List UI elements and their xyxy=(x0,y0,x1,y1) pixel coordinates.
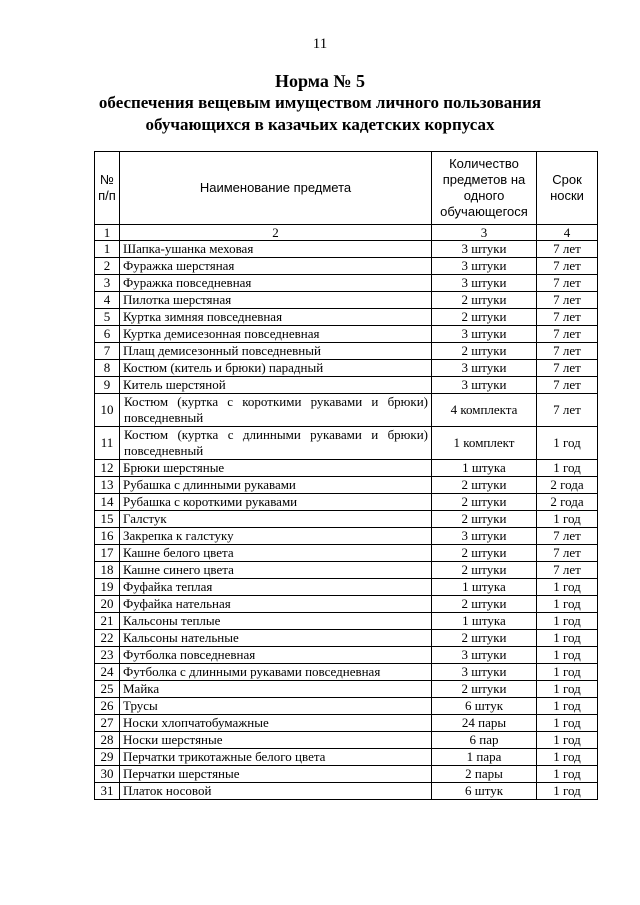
item-wear-term: 7 лет xyxy=(537,528,598,545)
table-row xyxy=(95,494,598,511)
row-number: 31 xyxy=(95,783,120,800)
item-wear-term: 1 год xyxy=(537,681,598,698)
item-name: Костюм (куртка с короткими рукавами и брюки) повседневный xyxy=(120,394,432,427)
item-name: Рубашка с длинными рукавами xyxy=(120,477,432,494)
item-wear-term: 7 лет xyxy=(537,343,598,360)
item-name: Кашне белого цвета xyxy=(120,545,432,562)
column-number: 3 xyxy=(432,225,537,241)
item-wear-term: 7 лет xyxy=(537,394,598,427)
item-quantity: 1 штука xyxy=(432,613,537,630)
item-name: Куртка зимняя повседневная xyxy=(120,309,432,326)
item-name: Перчатки шерстяные xyxy=(120,766,432,783)
row-number: 13 xyxy=(95,477,120,494)
item-name: Носки шерстяные xyxy=(120,732,432,749)
item-wear-term: 7 лет xyxy=(537,292,598,309)
item-quantity: 6 пар xyxy=(432,732,537,749)
row-number: 15 xyxy=(95,511,120,528)
item-quantity: 2 штуки xyxy=(432,562,537,579)
column-number: 4 xyxy=(537,225,598,241)
item-wear-term: 1 год xyxy=(537,766,598,783)
norm-table xyxy=(94,151,598,800)
table-row xyxy=(95,460,598,477)
item-wear-term: 1 год xyxy=(537,596,598,613)
item-quantity: 6 штук xyxy=(432,783,537,800)
item-name: Кашне синего цвета xyxy=(120,562,432,579)
item-quantity: 4 комплекта xyxy=(432,394,537,427)
item-wear-term: 7 лет xyxy=(537,377,598,394)
item-quantity: 3 штуки xyxy=(432,647,537,664)
item-wear-term: 1 год xyxy=(537,715,598,732)
item-wear-term: 1 год xyxy=(537,732,598,749)
item-quantity: 3 штуки xyxy=(432,326,537,343)
table-row xyxy=(95,545,598,562)
header-row xyxy=(95,152,598,225)
header-quantity: Количество предметов на одного обучающегося xyxy=(432,152,537,225)
row-number: 7 xyxy=(95,343,120,360)
item-name: Майка xyxy=(120,681,432,698)
item-wear-term: 2 года xyxy=(537,494,598,511)
item-wear-term: 7 лет xyxy=(537,545,598,562)
item-wear-term: 1 год xyxy=(537,698,598,715)
item-name: Перчатки трикотажные белого цвета xyxy=(120,749,432,766)
item-wear-term: 1 год xyxy=(537,511,598,528)
header-wear-term: Срок носки xyxy=(537,152,598,225)
row-number: 4 xyxy=(95,292,120,309)
item-name: Куртка демисезонная повседневная xyxy=(120,326,432,343)
row-number: 14 xyxy=(95,494,120,511)
row-number: 30 xyxy=(95,766,120,783)
item-wear-term: 1 год xyxy=(537,579,598,596)
item-wear-term: 1 год xyxy=(537,647,598,664)
row-number: 17 xyxy=(95,545,120,562)
table-row xyxy=(95,511,598,528)
item-wear-term: 7 лет xyxy=(537,326,598,343)
item-quantity: 2 штуки xyxy=(432,511,537,528)
row-number: 24 xyxy=(95,664,120,681)
row-number: 20 xyxy=(95,596,120,613)
table-body xyxy=(95,241,598,800)
table-row xyxy=(95,528,598,545)
item-name: Платок носовой xyxy=(120,783,432,800)
item-wear-term: 1 год xyxy=(537,427,598,460)
page-number: 11 xyxy=(312,36,328,52)
table-row xyxy=(95,309,598,326)
table-row xyxy=(95,579,598,596)
item-quantity: 3 штуки xyxy=(432,258,537,275)
item-wear-term: 1 год xyxy=(537,630,598,647)
item-quantity: 3 штуки xyxy=(432,360,537,377)
item-wear-term: 7 лет xyxy=(537,360,598,377)
item-name: Костюм (куртка с длинными рукавами и брюки) повседневный xyxy=(120,427,432,460)
row-number: 25 xyxy=(95,681,120,698)
item-name: Китель шерстяной xyxy=(120,377,432,394)
item-quantity: 1 комплект xyxy=(432,427,537,460)
table-row xyxy=(95,732,598,749)
item-wear-term: 1 год xyxy=(537,783,598,800)
table-row xyxy=(95,477,598,494)
row-number: 29 xyxy=(95,749,120,766)
row-number: 28 xyxy=(95,732,120,749)
item-wear-term: 1 год xyxy=(537,460,598,477)
row-number: 3 xyxy=(95,275,120,292)
row-number: 11 xyxy=(95,427,120,460)
document-subtitle-line2: обучающихся в казачьих кадетских корпусах xyxy=(145,115,495,134)
document-subtitle-line1: обеспечения вещевым имуществом личного пользования xyxy=(98,93,542,112)
row-number: 16 xyxy=(95,528,120,545)
item-name: Костюм (китель и брюки) парадный xyxy=(120,360,432,377)
header-number: № п/п xyxy=(95,152,120,225)
table-row xyxy=(95,630,598,647)
item-name: Футболка повседневная xyxy=(120,647,432,664)
item-quantity: 6 штук xyxy=(432,698,537,715)
row-number: 5 xyxy=(95,309,120,326)
item-name: Фуфайка теплая xyxy=(120,579,432,596)
item-quantity: 2 штуки xyxy=(432,681,537,698)
table-row xyxy=(95,749,598,766)
item-wear-term: 7 лет xyxy=(537,241,598,258)
item-quantity: 3 штуки xyxy=(432,241,537,258)
item-name: Плащ демисезонный повседневный xyxy=(120,343,432,360)
item-quantity: 2 штуки xyxy=(432,292,537,309)
item-name: Фуфайка нательная xyxy=(120,596,432,613)
item-name: Фуражка повседневная xyxy=(120,275,432,292)
row-number: 21 xyxy=(95,613,120,630)
table-row xyxy=(95,343,598,360)
row-number: 19 xyxy=(95,579,120,596)
item-quantity: 2 штуки xyxy=(432,309,537,326)
item-quantity: 2 штуки xyxy=(432,343,537,360)
item-quantity: 1 штука xyxy=(432,579,537,596)
table-row xyxy=(95,427,598,460)
item-name: Футболка с длинными рукавами повседневная xyxy=(120,664,432,681)
item-name: Шапка-ушанка меховая xyxy=(120,241,432,258)
item-name: Трусы xyxy=(120,698,432,715)
row-number: 18 xyxy=(95,562,120,579)
table-row xyxy=(95,613,598,630)
table-row xyxy=(95,275,598,292)
row-number: 10 xyxy=(95,394,120,427)
table-row xyxy=(95,596,598,613)
table-row xyxy=(95,394,598,427)
item-name: Носки хлопчатобумажные xyxy=(120,715,432,732)
table-row xyxy=(95,715,598,732)
item-name: Брюки шерстяные xyxy=(120,460,432,477)
item-quantity: 24 пары xyxy=(432,715,537,732)
item-quantity: 3 штуки xyxy=(432,664,537,681)
item-wear-term: 7 лет xyxy=(537,562,598,579)
item-wear-term: 7 лет xyxy=(537,275,598,292)
row-number: 1 xyxy=(95,241,120,258)
item-name: Кальсоны нательные xyxy=(120,630,432,647)
item-name: Рубашка с короткими рукавами xyxy=(120,494,432,511)
item-name: Кальсоны теплые xyxy=(120,613,432,630)
row-number: 26 xyxy=(95,698,120,715)
column-number: 2 xyxy=(120,225,432,241)
item-name: Галстук xyxy=(120,511,432,528)
table-row xyxy=(95,698,598,715)
item-wear-term: 1 год xyxy=(537,664,598,681)
item-quantity: 3 штуки xyxy=(432,275,537,292)
item-quantity: 1 штука xyxy=(432,460,537,477)
item-wear-term: 7 лет xyxy=(537,309,598,326)
table-row xyxy=(95,258,598,275)
column-number: 1 xyxy=(95,225,120,241)
item-quantity: 2 штуки xyxy=(432,596,537,613)
document-title: Норма № 5 xyxy=(275,71,365,91)
item-quantity: 2 штуки xyxy=(432,477,537,494)
header-item-name: Наименование предмета xyxy=(120,152,432,225)
row-number: 8 xyxy=(95,360,120,377)
table-row xyxy=(95,241,598,258)
item-quantity: 1 пара xyxy=(432,749,537,766)
item-wear-term: 1 год xyxy=(537,749,598,766)
item-wear-term: 2 года xyxy=(537,477,598,494)
row-number: 9 xyxy=(95,377,120,394)
row-number: 23 xyxy=(95,647,120,664)
item-quantity: 2 пары xyxy=(432,766,537,783)
table-row xyxy=(95,562,598,579)
item-quantity: 2 штуки xyxy=(432,494,537,511)
item-wear-term: 1 год xyxy=(537,613,598,630)
item-quantity: 2 штуки xyxy=(432,630,537,647)
table-row xyxy=(95,292,598,309)
table-row xyxy=(95,783,598,800)
item-name: Закрепка к галстуку xyxy=(120,528,432,545)
table-row xyxy=(95,681,598,698)
column-number-row xyxy=(95,225,598,241)
table-row xyxy=(95,664,598,681)
table-row xyxy=(95,326,598,343)
row-number: 6 xyxy=(95,326,120,343)
table-row xyxy=(95,377,598,394)
item-name: Фуражка шерстяная xyxy=(120,258,432,275)
table-row xyxy=(95,766,598,783)
row-number: 22 xyxy=(95,630,120,647)
item-quantity: 2 штуки xyxy=(432,545,537,562)
table-row xyxy=(95,360,598,377)
item-name: Пилотка шерстяная xyxy=(120,292,432,309)
row-number: 12 xyxy=(95,460,120,477)
row-number: 2 xyxy=(95,258,120,275)
item-quantity: 3 штуки xyxy=(432,377,537,394)
item-quantity: 3 штуки xyxy=(432,528,537,545)
row-number: 27 xyxy=(95,715,120,732)
table-row xyxy=(95,647,598,664)
item-wear-term: 7 лет xyxy=(537,258,598,275)
